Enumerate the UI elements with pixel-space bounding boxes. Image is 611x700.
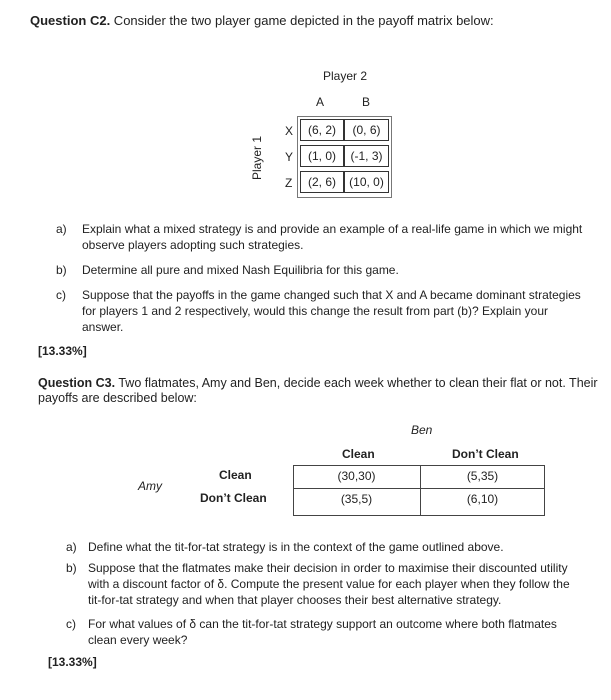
col-label-a: A [316,95,325,109]
c3-part-a-label: a) [66,540,77,554]
amy-label: Amy [138,479,162,493]
cell-z-b: (10, 0) [344,171,389,193]
c2-part-c-line2: for players 1 and 2 respectively, would this change the result from part (b)? Explain your [82,304,549,318]
col-label-b: B [362,95,371,109]
c3-part-c-line2: clean every week? [88,633,188,647]
c2-part-c-line3: answer. [82,320,124,334]
c2-part-b-line1: Determine all pure and mixed Nash Equilibria for this game. [82,263,399,277]
c3-row-clean: Clean [219,468,252,482]
c2-part-c-line1: Suppose that the payoffs in the game changed such that X and A became dominant strategies [82,288,581,302]
c2-part-a-line2: observe players adopting such strategies. [82,238,304,252]
c3-table-hline [293,488,545,489]
c3-part-b-line2: with a discount factor of δ. Compute the present value for each player when they follow the [88,577,570,591]
c2-part-b-label: b) [56,263,67,277]
c3-row-dont-clean: Don’t Clean [200,491,267,505]
player-1-label: Player 1 [250,135,264,180]
cell-x-b: (0, 6) [344,119,389,141]
row-label-x: X [285,124,294,138]
c3-part-c-label: c) [66,617,76,631]
question-c3-heading: Question C3. Two flatmates, Amy and Ben, decide each week whether to clean their flat or not. Their [38,376,598,390]
c2-marks: [13.33%] [38,344,87,358]
c3-cell-clean-clean: (30,30) [337,469,376,483]
cell-x-a: (6, 2) [300,119,344,141]
question-c3-heading-line2: payoffs are described below: [38,391,197,405]
cell-y-b: (-1, 3) [344,145,389,167]
player-2-label: Player 2 [323,69,368,83]
c3-cell-dont-dont: (6,10) [466,492,499,506]
cell-z-a: (2, 6) [300,171,344,193]
c3-col-clean: Clean [342,447,375,461]
c3-part-b-label: b) [66,561,77,575]
c3-col-dont-clean: Don’t Clean [452,447,519,461]
c3-part-b-line1: Suppose that the flatmates make their decision in order to maximise their discounted utility [88,561,568,575]
cell-y-a: (1, 0) [300,145,344,167]
c3-marks: [13.33%] [48,655,97,669]
c3-part-b-line3: tit-for-tat strategy and when that player chooses their best alternative strategy. [88,593,502,607]
c3-part-c-line1: For what values of δ can the tit-for-tat strategy support an outcome where both flatmates [88,617,557,631]
c3-part-a-line1: Define what the tit-for-tat strategy is in the context of the game outlined above. [88,540,504,554]
ben-label: Ben [411,423,433,437]
row-label-y: Y [285,150,294,164]
c2-part-a-label: a) [56,222,67,236]
c3-cell-dont-clean: (35,5) [340,492,373,506]
question-c2-heading: Question C2. Consider the two player game depicted in the payoff matrix below: [30,13,494,28]
row-label-z: Z [285,176,293,190]
c2-part-c-label: c) [56,288,66,302]
c2-part-a-line1: Explain what a mixed strategy is and provide an example of a real-life game in which we might [82,222,583,236]
c3-cell-clean-dont: (5,35) [466,469,499,483]
